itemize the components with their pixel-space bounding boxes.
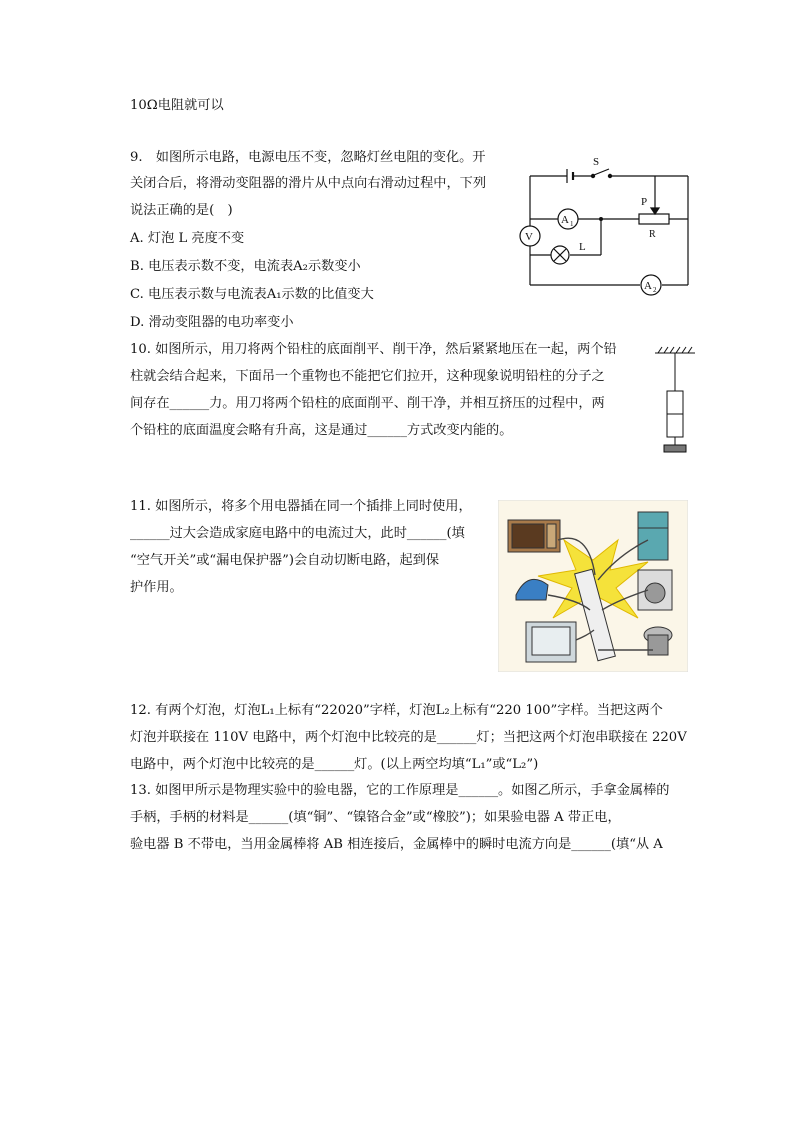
q11-line-4: 护作用。 xyxy=(130,580,183,595)
q9-option-a: A. 灯泡 L 亮度不变 xyxy=(130,231,245,246)
q9-line-1: 9. 如图所示电路，电源电压不变，忽略灯丝电阻的变化。开 xyxy=(130,150,486,165)
q9-line-2: 关闭合后，将滑动变阻器的滑片从中点向右滑动过程中，下列 xyxy=(130,176,487,191)
q12-line-2: 灯泡并联接在 110V 电路中，两个灯泡中比较亮的是______灯；当把这两个灯泡串联接在 220V xyxy=(130,730,687,745)
power-strip-illustration xyxy=(498,500,688,672)
q9-line-3: 说法正确的是( ) xyxy=(130,203,233,218)
lead-cylinders-figure xyxy=(650,345,700,460)
q9-option-d: D. 滑动变阻器的电功率变小 xyxy=(130,315,294,330)
lamp-label: L xyxy=(579,241,586,253)
q13-line-1: 13. 如图甲所示是物理实验中的验电器，它的工作原理是______。如图乙所示，手拿金属棒的 xyxy=(130,783,670,798)
switch-blade xyxy=(594,169,609,175)
ammeter1-label: A xyxy=(561,214,569,226)
q11-line-3: “空气开关”或“漏电保护器”)会自动切断电路，起到保 xyxy=(130,553,440,568)
circuit-diagram xyxy=(510,152,695,302)
q10-line-4: 个铅柱的底面温度会略有升高，这是通过______方式改变内能的。 xyxy=(130,423,513,438)
voltmeter-label: V xyxy=(525,231,533,243)
q9-option-b: B. 电压表示数不变，电流表A₂示数变小 xyxy=(130,259,361,274)
ammeter2-sub: 2 xyxy=(653,286,657,294)
washing-machine xyxy=(638,570,672,610)
prev-answer-tail: 10Ω电阻就可以 xyxy=(130,98,224,113)
q13-line-2: 手柄，手柄的材料是______(填“铜”、“镍铬合金”或“橡胶”)；如果验电器 A 带正电， xyxy=(130,810,621,825)
q13-line-3: 验电器 B 不带电，当用金属棒将 AB 相连接后，金属棒中的瞬时电流方向是______(填“从 A xyxy=(130,837,663,852)
q10-line-1: 10. 如图所示，用刀将两个铅柱的底面削平、削干净，然后紧紧地压在一起，两个铅 xyxy=(130,342,617,357)
q10-line-2: 柱就会结合起来，下面吊一个重物也不能把它们拉开，这种现象说明铅柱的分子之 xyxy=(130,369,605,384)
switch-label: S xyxy=(593,156,600,168)
q11-line-1: 11. 如图所示，将多个用电器插在同一个插排上同时使用， xyxy=(130,499,472,514)
ammeter2-label: A xyxy=(644,280,652,292)
ammeter1-sub: 1 xyxy=(570,220,574,228)
q12-line-1: 12. 有两个灯泡，灯泡L₁上标有“22020”字样，灯泡L₂上标有“220 100”字样。当把这两个 xyxy=(130,703,663,718)
q9-option-c: C. 电压表示数与电流表A₁示数的比值变大 xyxy=(130,287,374,302)
rheostat-box xyxy=(639,214,669,224)
refrigerator xyxy=(638,512,668,560)
television xyxy=(526,622,576,662)
microwave-oven xyxy=(508,520,560,552)
q11-line-2: ______过大会造成家庭电路中的电流过大，此时______(填 xyxy=(130,526,465,541)
rheostat-label: R xyxy=(649,229,656,240)
weight xyxy=(664,445,686,452)
slider-label: P xyxy=(641,196,648,208)
cooking-pot xyxy=(644,627,672,655)
q10-line-3: 间存在______力。用刀将两个铅柱的底面削平、削干净，并相互挤压的过程中，两 xyxy=(130,396,605,411)
q12-line-3: 电路中，两个灯泡中比较亮的是______灯。(以上两空均填“L₁”或“L₂”) xyxy=(130,757,539,772)
